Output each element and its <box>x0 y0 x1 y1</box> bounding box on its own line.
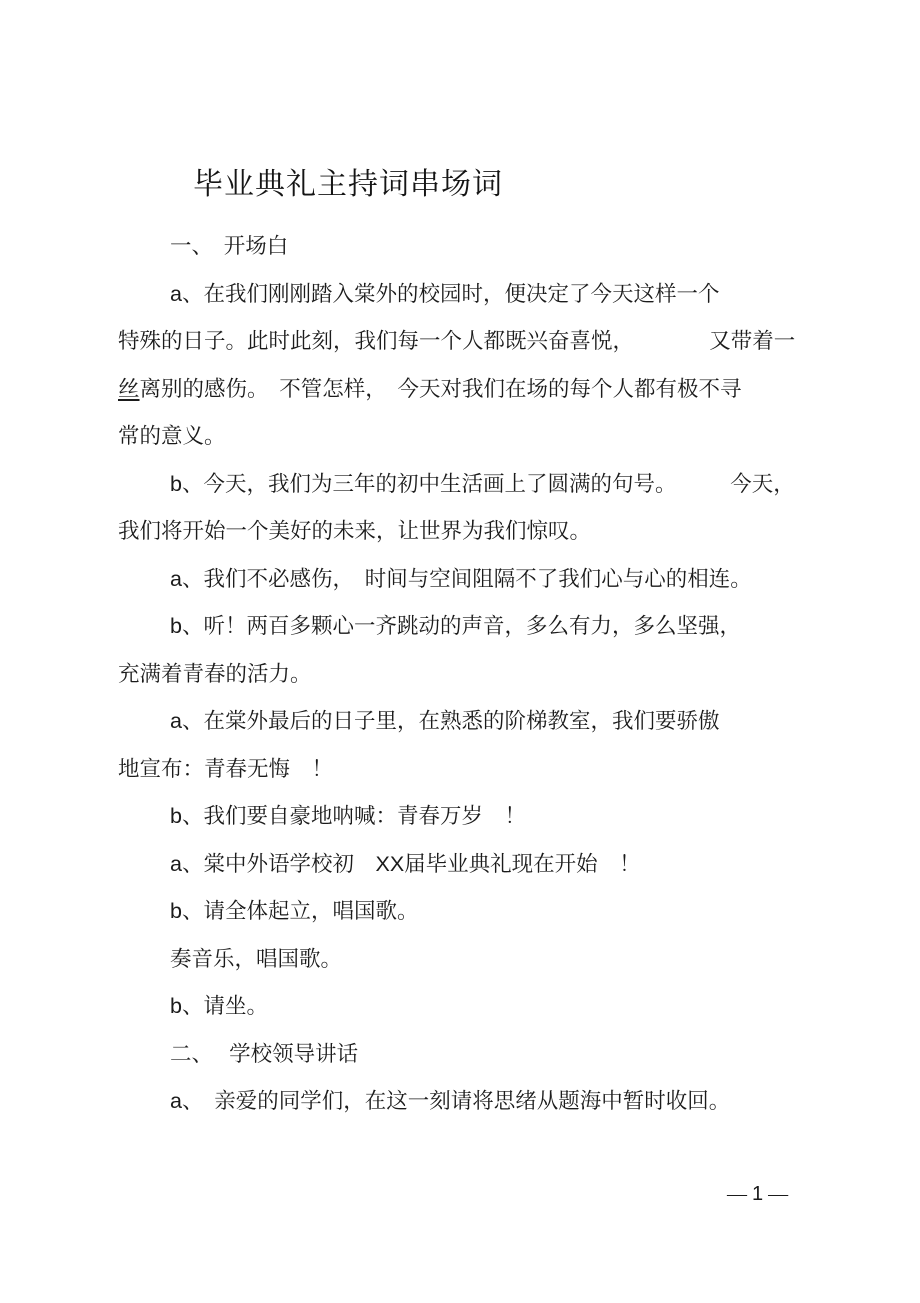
latin-text: XX <box>375 851 405 876</box>
text-line: b、我们要自豪地呐喊：青春万岁 ！ <box>170 804 526 828</box>
latin-text: b <box>170 899 182 923</box>
text-line: a、 亲爱的同学们，在这一刻请将思绪从题海中暂时收回。 <box>170 1089 731 1113</box>
latin-text: b <box>170 471 182 496</box>
text-line: b、请坐。 <box>170 994 268 1018</box>
latin-text: b <box>170 804 182 828</box>
underlined-char: 丝 <box>118 376 140 401</box>
text-line: 丝离别的感伤。 不管怎样， 今天对我们在场的每个人都有极不寻 <box>118 376 742 401</box>
latin-text: b <box>170 614 182 638</box>
text-line: 一、 开场白 <box>170 234 289 258</box>
text-line: a、在棠外最后的日子里，在熟悉的阶梯教室，我们要骄傲 <box>170 709 720 733</box>
latin-text: a <box>170 709 182 733</box>
text-line: a、我们不必感伤， 时间与空间阻隔不了我们心与心的相连。 <box>170 566 752 591</box>
latin-text: 1 <box>752 1183 764 1205</box>
page-number: — 1 — <box>727 1183 789 1205</box>
text-line: 充满着青春的活力。 <box>118 661 312 686</box>
text-line: b、听！两百多颗心一齐跳动的声音，多么有力，多么坚强， <box>170 614 741 638</box>
document-title: 毕业典礼主持词串场词 <box>193 168 503 201</box>
text-line: 二、 学校领导讲话 <box>170 1041 359 1066</box>
latin-text: a <box>170 281 182 306</box>
document-body <box>118 223 828 1126</box>
latin-text: a <box>170 566 182 591</box>
text-line: 特殊的日子。此时此刻，我们每一个人都既兴奋喜悦， 又带着一 <box>118 329 796 353</box>
latin-text: a <box>170 1089 182 1113</box>
latin-text: b <box>170 994 182 1018</box>
text-line: b、今天，我们为三年的初中生活画上了圆满的句号。 今天， <box>170 471 795 496</box>
text-line: 地宣布：青春无悔 ！ <box>118 756 334 781</box>
text-line: 常的意义。 <box>118 424 226 448</box>
latin-text: a <box>170 851 182 876</box>
text-line: 奏音乐，唱国歌。 <box>170 946 343 971</box>
text-line: 我们将开始一个美好的未来，让世界为我们惊叹。 <box>118 519 592 543</box>
text-line: a、棠中外语学校初 XX届毕业典礼现在开始 ！ <box>170 851 641 876</box>
text-line: b、请全体起立，唱国歌。 <box>170 899 419 923</box>
text-line: a、在我们刚刚踏入棠外的校园时，便决定了今天这样一个 <box>170 281 720 306</box>
